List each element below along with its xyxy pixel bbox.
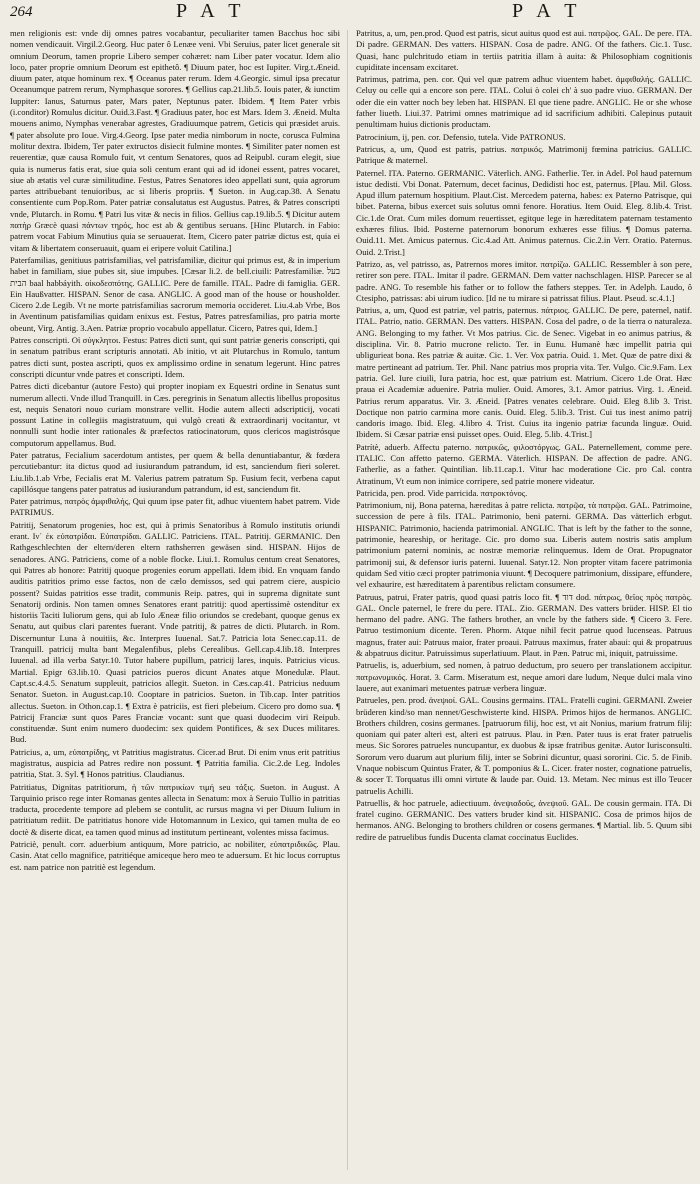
running-head-right: P A T xyxy=(512,0,582,22)
dictionary-entry: Patrimus, patrima, pen. cor. Qui vel quæ patrem adhuc viuentem habet. ἀμφιθαλής. GALLIC. Celuy ou celle qui a encore son pere. ITAL. Colui ò colei ch' à suo padre viuo. GERMAN. Der oder die ein vatter noch bey leben hat. HISPAN. El que tiene padre. ANGLIC. He or she whose father liueth. Liui.37. Patrimi omnes matrimique ad id sacrificium adhibiti. Calepinus putauit penultimam huius dictionis productam. xyxy=(356,74,692,130)
dictionary-entry: Paterfamilias, genitiuus patrisfamilias, vel patrisfamiliæ, dicitur qui primus est, & in imperium habet in familiam, siue pubes sit, siue impubes. [Cæsar li.2. de bell.ciuili: Patresfamiliæ. בעל הבית baal habbáyith. οἰκοδεσπότης. GALLIC. Pere de famille. ITAL. Padre di famiglia. GER. Ein Haußvatter. HISPAN. Senor de casa. ANGLIC. A good man of the house or housholder. Cicero 2.de Legib. Vt ne morte patrisfamilias sacrorum memoria occideret. Liu.4.ab Vrbe, Bos in Aventinum patisfamilias quidam enixus est. Festus, Patres patresfamilias, pro patria morte obeunt, Virg. Antig. 3.Aen. Patriæ proprio vocabulo appellatur. Cicero, Patres qui, Idem.] xyxy=(10,254,340,333)
dictionary-entry: Patres dicti dicebantur (autore Festo) qui propter inopiam ex Equestri ordine in Senatus sunt numerum allecti. Vnde illud Tranquill. in Cæs. peregrinis in Senatum allectis libellus propositus est, nequis Senatori nouo curiam monstrare vellit. Hodie autem allecti adscripticij, vocati possunt Latine in collegiis magistratuum, qui vulgò creati & extraordinarij vocitantur, vt nonnulli sunt hodie inter rationales & præfectos ratiocinatorum, quos clericos magistrósque computorum appellamus. Bud. xyxy=(10,381,340,448)
column-divider xyxy=(347,30,348,1170)
running-head-left: P A T xyxy=(176,0,246,22)
page-number: 264 xyxy=(10,4,33,20)
dictionary-entry: Patricus, a, um, Quod est patris, patrius. πατρικός. Matrimonij fœmina patricius. GALLIC. Patrique & maternel. xyxy=(356,143,692,166)
dictionary-entry: Patres conscripti. Οἱ σύγκλητοι. Festus: Patres dicti sunt, qui sunt patriæ generis conscripti, qui in senatum patribus erant scripturis annotati. Ab initio, vt ait Plutarchus in Romulo, tantum patres dicti sunt, postea ascripti, quos ex amplissimo ordine in senatum legerunt. Hinc patres conscripti dicuntur vnde patres et conscripti. Idem. xyxy=(10,335,340,379)
dictionary-entry: Paternel. ITA. Paterno. GERMANIC. Väterlich. ANG. Fatherlie. Ter. in Adel. Pol haud paternum istuc dedisti. Vbi Donat. Paternum, decet facinus, Dedidisti hoc est, paternus. [Plau. Mil. Gloss. Apud illum paternum hospitium. Plaut.Cist. Mercedem paterna, habes: ex Paterno Patrisque, qui bibet. Paterna, bibus exercet suis solutus omni fenore. Horatius. Item Ouid. Eleg. 8.lib.4. Trist. Cic.1.de Orat. Cum miles domum reuertisset, egitque lege in hæreditatem paternam testamento exhæres filius. Ibid. Posterne paternorum bonorum exhæres esse filius. ¶ Domus paterna. Ouid.11. Met. Amicus paternus. Cic.4.ad Att. Animus paternus. Cic.2.in Verr. Oratio. Paternus. Ouid. 2.Trist.] xyxy=(356,167,692,257)
dictionary-entry: Patrocinium, ij, pen. cor. Defensio, tutela. Vide PATRONUS. xyxy=(356,131,566,142)
dictionary-entry: Patruelis, is, aduerbium, sed nomen, à patruo deductum, pro seuero per translationem accipitur. πατρωνυμικός. Horat. 3. Carm. Miseratum est, neque amori dare ludum, Neque dulci mala vino lauere, aut exanimari metuentes patruæ verbera linguæ. xyxy=(356,660,692,693)
dictionary-entry: Patriciè, penult. corr. aduerbium antiquum, More patricio, ac nobiliter, εὐπατριδικῶς. Plau. Casin. Atat cello magnifice, patritiéque amiceque hero meo te aduersum. Et hic locus corruptus est. nam patrice non patritiè est legendum. xyxy=(10,839,340,872)
dictionary-entry: Patritij, Senatorum progenies, hoc est, qui à primis Senatoribus à Romulo institutis oriundi erant. Ιν΄ έκ εὐπατρίδαι. Εὐπατρίδαι. GALLIC. Patriciens. ITAL. Patritij. GERMANIC. Den Rathgeschlechten der eltern/deren eltern rathsherren gewäsen sind. HISPAN. Hijos de senadores. ANG. Patriciens, come of a noble flocke. Liui.1. Romulus centum creat Senatores, qui Patres ab honore: Patritij quoque progenies eorum appellati. Idem ibid. En vnquam fando auditis patritios primo esse factos, non de cælo demissos, sed qui patrem ciere, auspicio possent? Suidas patritios esse tradit, communis Reip. patres, qui in suprema dignitate sunt Senatorij ordinis. Non tamen omnes Senatores erant patritij: quod apertissimè ostenditur ex historiis Taciti Iuliorum gens, qui ab Iulo Æneæ filio oriundos se credebant, quoque genus ex Senatu, aut quibus clari parentes fuerant. Vnde patritij, & patres de dicti. Plutarch. in Rom. Discernuntur Luna à nouitiis, &c. Interpres Iuuenal. Sat.7. Patricia lota Senec.cap.11. de Tranquill. patricij multa bant Megalenfibus, plebs Cerealibus. Gell.cap.4.lib.18. Interpres Iuuenal. ad illa verba Satyr.10. Tutor habere pupillum, patricij lares, inquis. Patricius vicus. Martial. Epigr 63.lib.10. Quasi patricios pueros dicunt Anates atque Monedulæ. Plaut. Capt.sc.4.4.5. Senatum suppleuit, patricios allegit. Sueton. in Cæs.cap.41. Patricius neduum Senator. Sueton. in August.cap.10. Cooptare in patricios. Sueton. in Tib.cap. Inter patritios allectus. Sueton. in Othon.cap.1. ¶ Extra è patriciis, est fieri plebeium. Cicero pro domo sua. ¶ Patricij Franciæ sunt quos Pares Franciæ vocant: sunt que quasi duodecim viri Reipub. constituendæ. Sunt enim numero duodecim: sex quidem Pontifices, & sex Duces militares. Bud. xyxy=(10,519,340,745)
left-column xyxy=(10,28,340,1174)
dictionary-entry: Patrítè, aduerb. Affectu paterno. πατρικῶς, φιλοστόργως. GAL. Paternellement, comme pere. ITALIC. Con affetto paterno. GERMA. Väterlich. HISPAN. De affection de padre. ANG. Fatherlie, as a father. Quintilian. lib.11.cap.1. Vitur hac moderatione Cic. pro Cal. contra Atratinum, Vt eum non inimice corripere, sed patrie monere videatur. xyxy=(356,441,692,486)
dictionary-entry: Patrueles, pen. prod. ἀνεψιοί. GAL. Cousins germains. ITAL. Fratelli cugini. GERMANI. Zweier brüderen kind/so man nennet/Geschwisterte kind. HISPA. Primos hijos de hermanos. ANGLIC. Brothers children, cosins germanes. [patruorum filij, hoc est, vt ait Nonius, marium fratrum filij: quoniam qui pater alteri est, alteri est patruus. Plau. in Pæn. Pater tuus is erat frater patruelis meus. Sic Sorores patrueles nuncupantur, ex duobus & ipsæ fratribus genitæ. Autor Iurisconsulti. Sororum vero duarum aut plurium filij, inter se Sobrini dicuntur, quasi sororini. Cic. 5. de Finib. Vnaque nobiscum Quintus Frater, & T. pomponius & L. Cicer. frater noster, cognatione patruelis, & socer T. Torquatus illi omni virtute & laude par. Ouid. 13. Metam. Nec minus est illo Teucer patruelis Achilli. xyxy=(356,695,692,796)
dictionary-entry: Patruellis, & hoc patruele, adiectiuum. ἀνεψιαδοῦς, ἀνεψιοῦ. GAL. De cousin germain. ITA. Di fratel cugino. GERMANIC. Des vatters bruder kind sit. HISPANIC. Cosa de primos hijos de hermanos. ANG. Belonging to brothers children or cosens germanes. ¶ Martial. lib. 5. Quum sibi redire de patruelibus fundis Ducenta clamat coccinatus Euclides. xyxy=(356,797,692,842)
dictionary-entry: Patritiatus, Dignitas patritiorum, ἡ τῶν πατρικίων τιμή seu τάξις. Sueton. in August. A Tarquinio prisco rege inter Romanas gentes allecta in Senatum: mox à Seruio Tullio in patritias traducta, procedente tempore ad plebem se contulit, ac rursus magna vi per Diuum Iulium in patritiatum rediit. De patritiatus honore vide Hotomannum in Lexico, qui tamen multa de eo doctè & diserte dicat, ea tamen quod minus ad institutum pertineant, volentes missa facimus. xyxy=(10,781,340,837)
right-column xyxy=(356,28,692,1174)
page-header xyxy=(0,0,700,26)
dictionary-entry: Patritus, a, um, pen.prod. Quod est patris, sicut auitus quod est aui. πατρῷος. GAL. De pere. ITA. Di padre. GERMAN. Des vatters. HISPAN. Cosa de padre. ANG. Of the fathers. Cic.1. Tusc. Quasi, hanc pulchritudo etiam in tertiis patritia illam à auita: & Philosophiam cognitionis cupiditate incensam excitaret. xyxy=(356,28,692,72)
dictionary-entry: Pater patratus, Fecialium sacerdotum antistes, per quem & bella denuntiabantur, & fœdera percutiebantur: ita dictus quod ad iusiurandum patrandum, id est, sanciendum fieri soleret. Liu.lib.1.ab Vrbe, Fecialis erat M. Valerius patrem patratum Sp. Fusium fecit, verbena caput capillósque tangens pater patratus ad iusiurandum patrandum, id est, sanciendum fit. xyxy=(10,449,340,494)
dictionary-entry: Patricius, a, um, εὐπατρίδης, vt Patritius magistratus. Cicer.ad Brut. Di enim vnus erit patritius magistratus, auspicia ad Patres redire non possunt. ¶ Patritia familia. Cic.2.de Leg. Indoles patritia, Stat. 3. Syl. ¶ Honos patritius. Claudianus. xyxy=(10,746,340,780)
dictionary-entry: Patruus, patrui, Frater patris, quod quasi patris loco fit. ¶ דוד dod. πάτρως, θεῖος πρὸς πατρὸς. GAL. Oncle paternel, le frere du pere. ITAL. Zio. GERMAN. Des vatters brüder. HISP. El tio hermano del padre. ANG. The fathers brother, an vncle by the fathers side. ¶ Cicero 3. Fere. Patruo testimonium dicente. Teren. Phorm. Atque nihil fecit patrue quod lucenseas. Patruus magnus, frater aui: Patruus maior, frater proaui. Patruus maximus, frater abaui: qui & propatruus & abpatruus dicitur. Patruissimus superlatiuum. Plaut. in Pæn. Patruc mi, iniquit, patruissime. xyxy=(356,591,692,659)
dictionary-entry: Pater patrimus, πατρὸς ἀμφιθαλής, Qui quum ipse pater fit, adhuc viuentem habet patrem. Vide PATRIMUS. xyxy=(10,496,340,518)
dictionary-entry: men religionis est: vnde dij omnes patres vocabantur, peculiariter tamen Bacchus hoc sibi nomen vendicauit. Virgil.2.Georg. Huc pater ô Lenæe veni. Vbi Seruius, pater licet generale sit omnium Deorum, tamen proprie Libero semper cohæret: nam Liber pater vocatur. Idem alio loco, pater proprie omnium Deorum est epithetô. ¶ Diuum pater, hoc est Iupiter. Virg.t.Æneid. diuum pater, atque hominum rex. ¶ Oceanus pater rerum. Idem 4.Georgic. simul ipsa precatur Oceanumque patrem rerum, Nymphasque sorores. ¶ Gellius cap.21.lib.5. Iouis pater, & iunctim Iuppiter: Ianus, Saturnus pater, Mars pater, Neptunus pater. Ibidem. ¶ Item Pater vrbis (i.conditor) Romulus dicitur. Ouid.3.Fast. ¶ Gradiuus pater, hoc est Mars. Idem 3. Æneid. Multa mouens animo, Nymphas venerabar agrestes, Gradiuumque patrem, Geticis qui præsidet aruis. ¶ pater absolute pro Ioue. Virg.4.Georg. Ipse pater media nimborum in nocte, corusca Fulmina molitur dextra. Ibidem, Ter pater extructos disiecit fulmine montes. ¶ Similiter pater nomen est reuerentiæ, quæ causa Romulo fuit, vt centum Senatores, quos ad Reipubl. curam elegit, siue quia is numerus fatis erat, siue quia soli centum erant qui ad id idonei essent, patres vocaret, siue ab ætatis vel curæ similitudine. Festus, Patres Senatores ideo appellati sunt, quia agrorum partes attribuebant tenuioribus, ac si liberis propriis. ¶ Sueton. in Aug.cap.38. A Senatu consentiente cum Pop.Rom. Pater patriæ consalutatus est Augustus. Patres, & Patres conscripti vnde, Plutarch. in Romu. ¶ Patri Ius vitæ & necis in filios. Gellius cap.19.lib.5. ¶ Dicitur autem πατὴρ Græcè quasi πάντων τηρός, hoc est ab & gentibus seruans. [Hinc Plutarch. in Fabio: patrem vocat Fabium Minutius quia se seruauerat. Item, Cicero pater patriæ dictus est, quia ei vitam & libertatem conseruauit, quam ei eripere voluit Catilina.] xyxy=(10,28,340,253)
dictionary-entry: Patricida, pen. prod. Vide parricida. πατροκτόνος. xyxy=(356,487,528,498)
dictionary-entry: Patrius, a, um, Quod est patriæ, vel patris, paternus. πάτριος. GALLIC. De pere, paternel, natif. ITAL. Patrio, natio. GERMAN. Des vatters. HISPAN. Cosa del padre, o de la tierra o naturaleza. ANG. Belonging to my father. Vt Mos patrius. Cic. de Senec. Vigebat in eo animus patrius, & disciplina. Vir. 8. Patrio mucrone relicto. Ter. in Eunu. Humanè hæc impellit patria qui ubligurieat bona. Res patriæ & auitæ. Cic. 1. Ver. Vox patria. Ouid. 1. Met. Quæ de patre dixi & matre pertineant ad patrium. Ter. Phil. Nanc patrius mos propria vita. Ter. Vulgo. Cic.9.Fam. Lex patria. Gel. Iure ciuili, Iura patria, hoc est, quæ patrium est. Matrium. Cicero 1.de Orat. Hæc praua ei Academiæ aduenire. Patria mulier. Ouid. Amores, 3.1. Amor patrius. Virg. 1. Æneid. Patrius rerum apparatus. Vir. 3. Æneid. [Patres venates celebrare. Ouid. Eleg 8.lib 3. Trist. Doctique non patrio carmina more canis. Ouid. Eleg. 5.lib.3. Trist. Cui tus inest animo patrij candoris imago. Ibid. Eleg. 4.libro 4. Trist. Cuius ita ingenio patriæ facunda linguæ. Ouid. Ibidem. Si Cæsar patriæ ensi puisset opes. Ouid. Eleg. 5.lib. 4.Trist.] xyxy=(356,305,692,440)
dictionary-entry: Patrizo, as, vel patrisso, as, Patrernos mores imitor. πατρίζω. GALLIC. Ressembler à son pere, retirer son pere. ITAL. Imitar il padre. GERMAN. Dem vatter nachschlagen. HISP. Parecer se al padre. ANG. To resemble his father or to follow the fathers steppes. Ter. in Adelph. Laudo, ô Ctesipho, patrissas: abi uirum iudico. [Id ne tu mirare si patrissat filius. Plaut. Pseud. sc.4.1.] xyxy=(356,258,692,303)
dictionary-entry: Patrimonium, nij, Bona paterna, hæreditas à patre relicta. πατρῷα, τὰ πατρῷα. GAL. Patrimoine, succession de pere à fils. ITAL. Patrimonio, beni paterni. GERMA. Das vätterlich erbgut. HISPANIC. Patrimonio, hacienda patrimonial. ANGLIC. That is left by the father to the sonne, patrimonie, heareship, or heritage. Cic. pro domo sua. Liberis autem nostris satis amplum patrimonium paterni nominis, ac nostræ memoriæ relinquemus. Idem de Orat. Propugnator patrimonij sui, & defensor iuris paterni. Iuuenal. Satyr.12. Non propter vitam facere patrimonia quidam Sed vitio cæci propter patrimonia viuunt. ¶ Decoquere patrimonium, dissipare, effundere, vel exhaurire, est hæreditatem à parentibus relictam consumere. xyxy=(356,500,692,590)
